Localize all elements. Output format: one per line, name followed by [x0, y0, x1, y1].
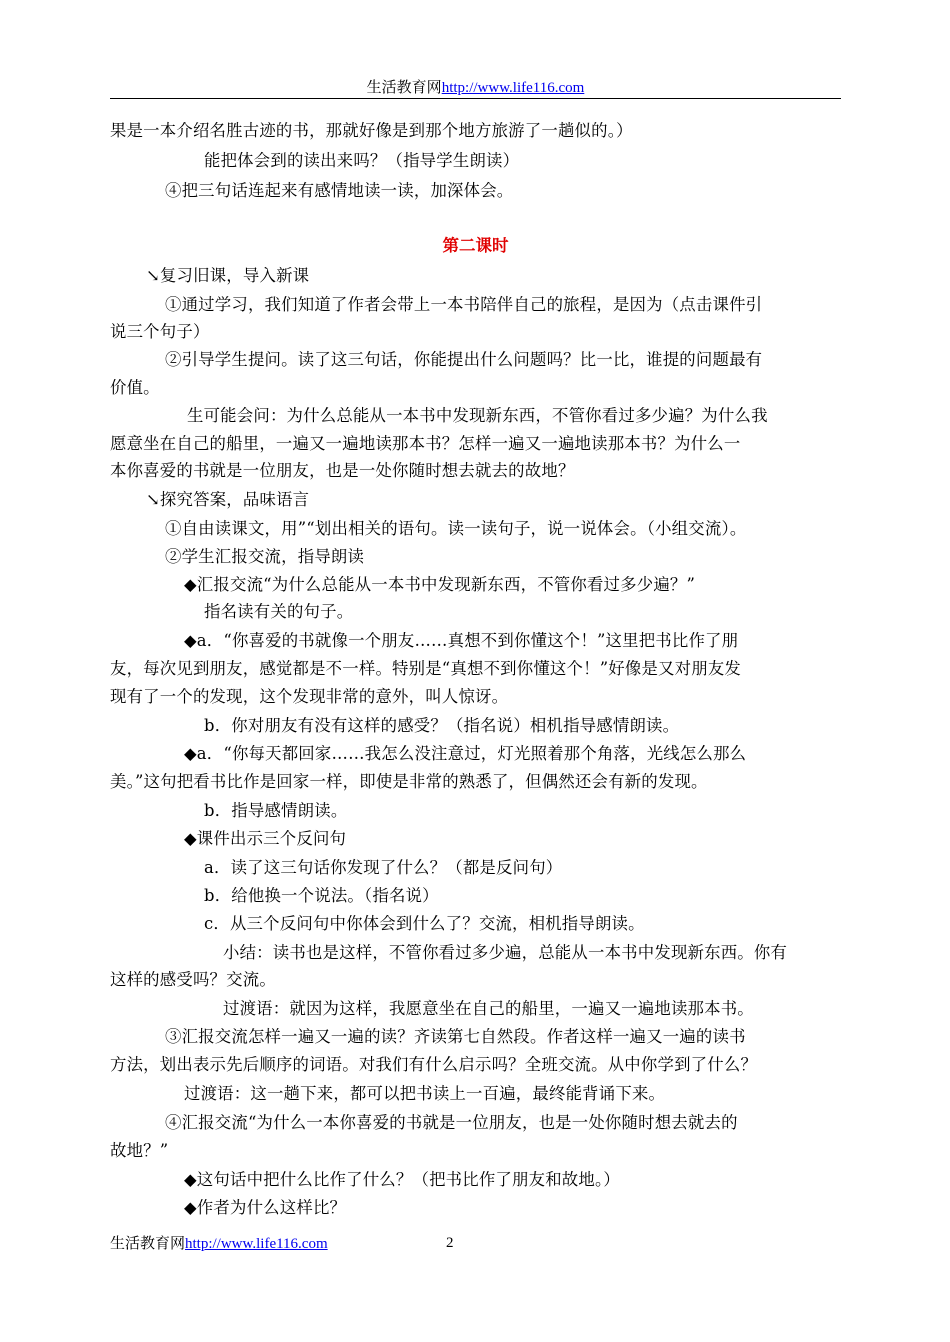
text-line: 故地？” — [110, 1141, 169, 1160]
text-line: 本你喜爱的书就是一位朋友，也是一处你随时想去就去的故地？ — [110, 461, 575, 480]
footer-url-link[interactable]: http://www.life116.com — [185, 1236, 328, 1252]
text-line: 美。”这句把看书比作是回家一样，即使是非常的熟悉了，但偶然还会有新的发现。 — [110, 772, 708, 791]
text-line: 友，每次见到朋友，感觉都是不一样。特别是“真想不到你懂这个！”好像是又对朋友发 — [110, 659, 742, 678]
section-heading: ↘探究答案，品味语言 — [146, 490, 310, 509]
text-line: 过渡语：这一趟下来，都可以把书读上一百遍，最终能背诵下来。 — [184, 1084, 666, 1103]
text-line: ◆这句话中把什么比作了什么？（把书比作了朋友和故地。） — [184, 1170, 620, 1189]
text-line: 生可能会问：为什么总能从一本书中发现新东西，不管你看过多少遍？为什么我 — [187, 406, 768, 425]
text-line: b．你对朋友有没有这样的感受？（指名说）相机指导感情朗读。 — [204, 716, 680, 735]
text-line: ◆a．“你每天都回家……我怎么没注意过，灯光照着那个角落，光线怎么那么 — [184, 744, 747, 763]
lesson-title: 第二课时 — [442, 236, 509, 255]
page-footer — [110, 1232, 328, 1255]
text-line: ◆课件出示三个反问句 — [184, 829, 347, 848]
text-line: b．指导感情朗读。 — [204, 801, 348, 820]
text-line: 小结：读书也是这样，不管你看过多少遍，总能从一本书中发现新东西。你有 — [223, 943, 788, 962]
page-number: 2 — [446, 1235, 454, 1251]
text-line: ②学生汇报交流，指导朗读 — [165, 547, 365, 566]
text-line: 现有了一个的发现，这个发现非常的意外，叫人惊讶。 — [110, 687, 509, 706]
text-line: 说三个句子） — [110, 322, 210, 341]
text-line: 指名读有关的句子。 — [204, 602, 354, 621]
text-line: 能把体会到的读出来吗？（指导学生朗读） — [204, 151, 520, 170]
text-line: ④把三句话连起来有感情地读一读，加深体会。 — [165, 181, 514, 200]
text-line: b．给他换一个说法。（指名说） — [204, 886, 439, 905]
text-line: 果是一本介绍名胜古迹的书，那就好像是到那个地方旅游了一趟似的。） — [110, 121, 633, 140]
text-line: ◆a．“你喜爱的书就像一个朋友……真想不到你懂这个！”这里把书比作了朋 — [184, 631, 739, 650]
text-line: ④汇报交流“为什么一本你喜爱的书就是一位朋友，也是一处你随时想去就去的 — [165, 1113, 738, 1132]
text-line: ①通过学习，我们知道了作者会带上一本书陪伴自己的旅程，是因为（点击课件引 — [165, 295, 763, 314]
text-line: 方法，划出表示先后顺序的词语。对我们有什么启示吗？全班交流。从中你学到了什么？ — [110, 1055, 758, 1074]
section-heading: ↘复习旧课，导入新课 — [146, 266, 310, 285]
text-line: 这样的感受吗？交流。 — [110, 970, 276, 989]
header-url-link[interactable]: http://www.life116.com — [441, 80, 585, 96]
text-line: a．读了这三句话你发现了什么？（都是反问句） — [204, 858, 563, 877]
header-site-name: 生活教育网 — [366, 78, 442, 96]
text-line: 过渡语：就因为这样，我愿意坐在自己的船里，一遍又一遍地读那本书。 — [223, 999, 754, 1018]
page-header — [110, 76, 841, 98]
text-line: 价值。 — [110, 378, 160, 397]
text-line: ◆作者为什么这样比？ — [184, 1198, 347, 1217]
text-line: 愿意坐在自己的船里，一遍又一遍地读那本书？怎样一遍又一遍地读那本书？为什么一 — [110, 434, 741, 453]
text-line: c．从三个反问句中你体会到什么了？交流，相机指导朗读。 — [204, 914, 645, 933]
header-divider — [110, 98, 841, 99]
text-line: ②引导学生提问。读了这三句话，你能提出什么问题吗？比一比，谁提的问题最有 — [165, 350, 763, 369]
text-line: ③汇报交流怎样一遍又一遍的读？齐读第七自然段。作者这样一遍又一遍的读书 — [165, 1027, 746, 1046]
text-line: ◆汇报交流“为什么总能从一本书中发现新东西，不管你看过多少遍？” — [184, 575, 696, 594]
footer-site-name: 生活教育网 — [110, 1234, 186, 1252]
text-line: ①自由读课文，用”“划出相关的语句。读一读句子，说一说体会。（小组交流）。 — [165, 519, 747, 538]
